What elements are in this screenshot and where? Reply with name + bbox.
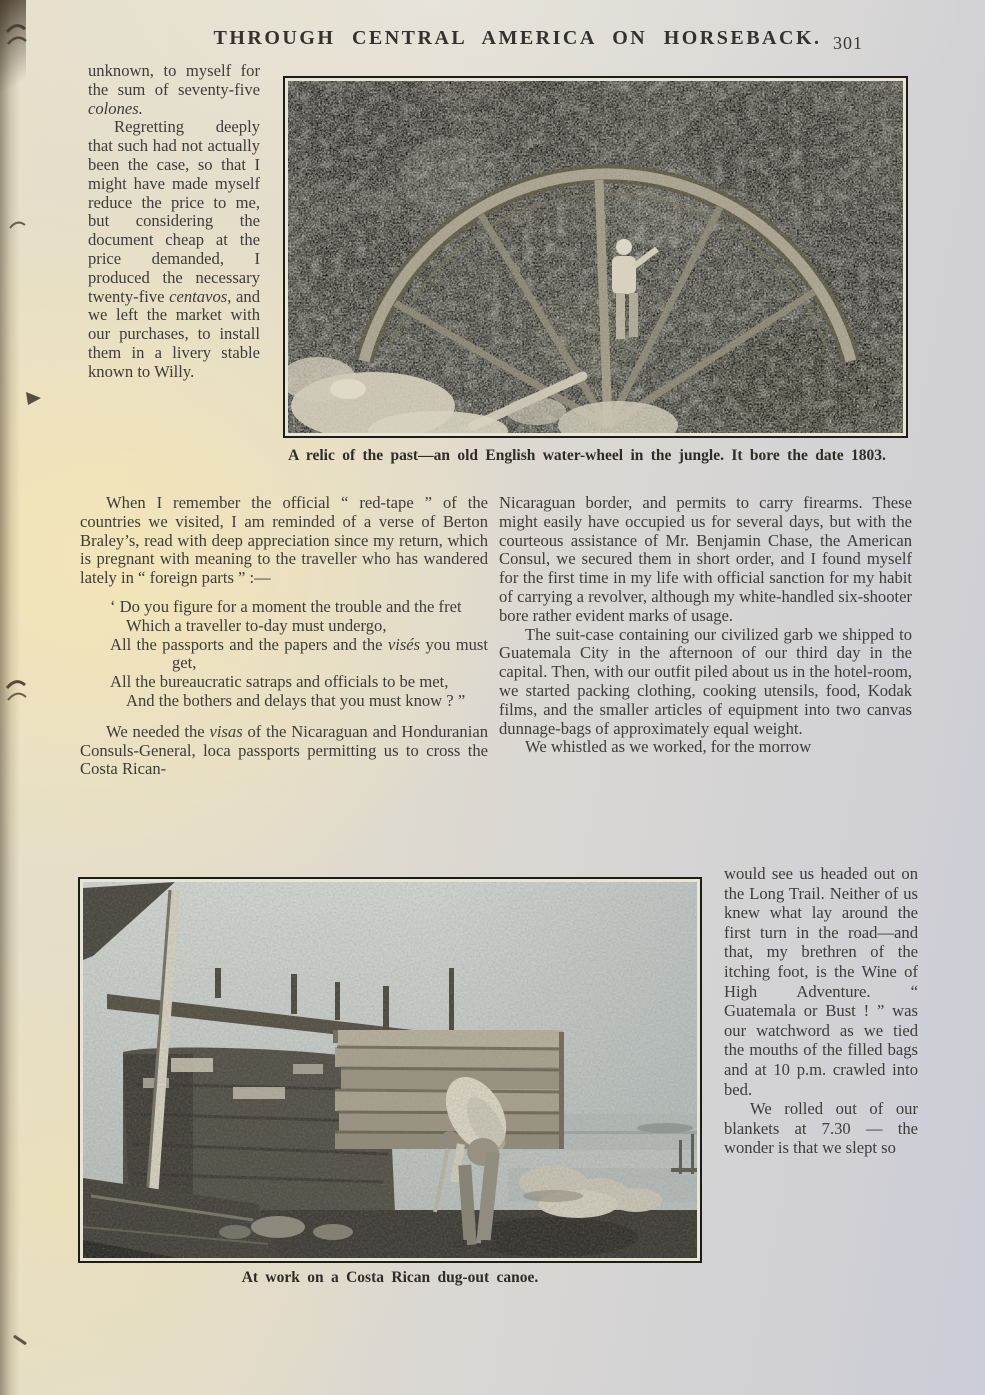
verse-quotation: [94, 598, 488, 711]
verse-line: And the bothers and delays that you must know ? ”: [126, 690, 466, 710]
photo-canoe: [78, 877, 702, 1263]
page-title: THROUGH CENTRAL AMERICA ON HORSEBACK.: [213, 27, 822, 49]
column-right: [499, 494, 912, 757]
verse-line: All the passports and the papers and the visés you must get,: [110, 634, 488, 673]
verse-line: Which a traveller to-day must undergo,: [126, 615, 387, 635]
photo-waterwheel: [283, 76, 908, 438]
verse-line: ‘ Do you figure for a moment the trouble and the fret: [110, 596, 462, 616]
verse-line: All the bureaucratic satraps and officials to be met,: [110, 672, 449, 692]
paragraph: When I remember the official “ red-tape ” of the countries we visited, I am reminded of a verse of Berton Braley’s, read with deep appreciation since my return, which is pregnant with meaning to the traveller who has wandered lately in “ foreign parts ” :—: [80, 493, 488, 588]
waterwheel-illustration: [288, 81, 903, 433]
column-narrow-left: [88, 62, 260, 382]
canoe-illustration: [83, 882, 697, 1258]
paragraph: unknown, to myself for the sum of seventy-five colones.: [88, 61, 260, 118]
paragraph: would see us headed out on the Long Trail. Neither of us knew what lay around the first turn in the road—and that, my brethren of the itching foot, is the Wine of High Adventure. “ Guatemala or Bust ! ” was our watchword as we tied the mouths of the filled bags and at 10 p.m. crawled into bed.: [724, 864, 918, 1099]
column-narrow-right: [724, 864, 918, 1158]
binding-stitches-decoration: [0, 0, 60, 1395]
page-number: 301: [833, 33, 863, 53]
caption-canoe: At work on a Costa Rican dug-out canoe.: [241, 1269, 539, 1286]
paragraph: Nicaraguan border, and permits to carry firearms. These might easily have occupied us for several days, but with the courteous assistance of Mr. Benjamin Chase, the American Consul, we secured them in short order, and I found myself for the first time in my life with official sanction for my habit of carrying a revolver, although my white-handled six-shooter bore rather evident marks of usage.: [499, 493, 912, 625]
column-left: [80, 494, 488, 779]
paragraph: Regretting deeply that such had not actually been the case, so that I might have made myself reduce the price to me, but considering the document cheap at the price demanded, I produced the necessary twenty-five centavos, and we left the market with our purchases, to install them in a livery stable known to Willy.: [88, 117, 260, 381]
paragraph: We whistled as we worked, for the morrow: [525, 737, 812, 757]
paragraph: The suit-case containing our civilized garb we shipped to Guatemala City in the afternoon of our third day in the capital. Then, with our outfit piled about us in the hotel-room, we started packing clothing, cooking utensils, food, Kodak films, and the smaller articles of equipment into two canvas dunnage-bags of approximately equal weight.: [499, 624, 912, 738]
paragraph: We needed the visas of the Nicaraguan and Honduranian Consuls-General, loca passports permitting us to cross the Costa Rican-: [80, 721, 488, 779]
paragraph: We rolled out of our blankets at 7.30 — the wonder is that we slept so: [724, 1099, 918, 1158]
caption-waterwheel: A relic of the past—an old English water-wheel in the jungle. It bore the date 1803.: [288, 447, 886, 464]
